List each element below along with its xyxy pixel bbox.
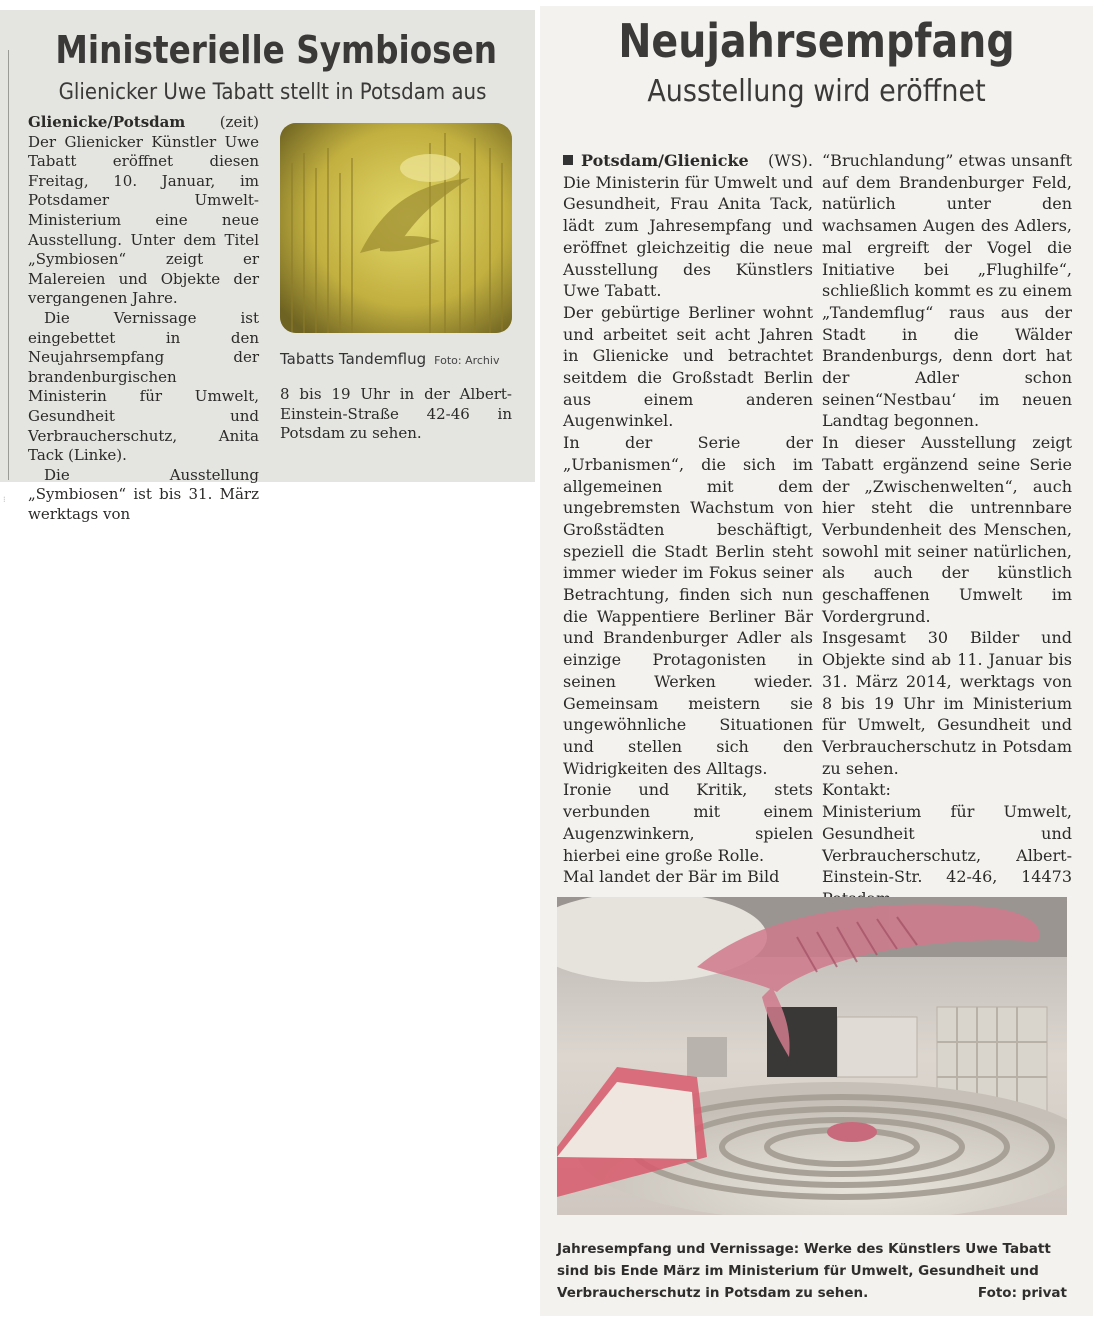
left-paragraph-1 <box>28 113 259 309</box>
right-photo-caption <box>557 1238 1067 1304</box>
right-col2-paragraph: Kontakt: <box>822 780 891 800</box>
right-col1-paragraph <box>563 150 813 302</box>
left-article-column-1 <box>28 113 259 524</box>
scan-speck: ⁝ <box>3 495 6 504</box>
right-subheadline: Ausstellung wird eröffnet <box>647 74 986 109</box>
right-caption-text: Jahresempfang und Vernissage: Werke des Künstlers Uwe Tabatt sind bis Ende März im Ministerium für Umwelt, Gesundheit und Verbraucherschutz in Potsdam zu sehen. <box>557 1241 1051 1301</box>
left-paragraph-3: Die Ausstellung „Symbiosen“ ist bis 31. März werktags von <box>28 465 259 523</box>
left-subheadline: Glienicker Uwe Tabatt stellt in Potsdam aus <box>58 80 487 105</box>
right-caption-credit: Foto: privat <box>977 1285 1067 1301</box>
right-col2-paragraph: Insgesamt 30 Bilder und Objekte sind ab 11. Januar bis 31. März 2014, werktags von 8 bis 19 Uhr im Ministerium für Umwelt, Gesundheit und Verbraucherschutz in Potsdam zu sehen. <box>822 628 1072 778</box>
left-paragraph-2: Die Vernissage ist eingebettet in den Neujahrsempfang der brandenburgischen Ministerin für Umwelt, Gesundheit und Verbraucherschutz, Anita Tack (Linke). <box>28 308 259 465</box>
left-dateline: Glienicke/Potsdam <box>28 113 186 131</box>
right-col2-paragraph: Ministerium für Umwelt, Gesundheit und Verbraucherschutz, Albert-Einstein-Str. 42-46, 14473 <box>822 802 1072 887</box>
right-col1-paragraph: Ironie und Kritik, stets verbunden mit einem Augenzwinkern, spielen hierbei eine große Rolle. <box>563 780 813 865</box>
right-col2-paragraph: “Bruchlandung” etwas unsanft auf dem Brandenburger Feld, natürlich unter den wachsamen Augen des Adlers, mal ergreift der Vogel die Initiative bei „Flughilfe“, schließlich kommt es zu einem „Tandemflug“ raus aus der Stadt in die Wälder Brandenburgs, denn dort hat der Adler schon seinen“Nestbau‘ im neuen Landtag begonnen. <box>822 151 1072 431</box>
left-paragraph-1-text: (zeit) Der Glienicker Künstler Uwe Tabatt eröffnet diesen Freitag, 10. Januar, im Potsdamer Umwelt-Ministerium eine neue Ausstellung. Unter dem Titel „Symbiosen“ zeigt er Malereien und Objekte der vergangenen Jahre. <box>28 113 259 308</box>
right-col1-paragraph: Mal landet der Bär im Bild <box>563 867 780 887</box>
right-dateline: Potsdam/Glienicke <box>581 151 749 170</box>
left-caption-credit: Foto: Archiv <box>434 354 500 367</box>
left-caption-text: Tabatts Tandemflug <box>280 350 427 368</box>
right-col1-paragraph: Der gebürtige Berliner wohnt und arbeitet seit acht Jahren in Glienicke und betrachtet seitdem die Großstadt Berlin aus einem anderen Augenwinkel. <box>563 302 813 431</box>
right-col1-text: (WS). Die Ministerin für Umwelt und Gesundheit, Frau Anita Tack, lädt zum Jahresempfang und eröffnet gleichzeitig die neue Ausstellung des Künstlers Uwe Tabatt. <box>563 151 813 301</box>
left-photo-caption <box>280 350 520 368</box>
bullet-square-icon <box>563 155 573 165</box>
tandemflug-photo <box>280 123 512 333</box>
right-headline: Neujahrsempfang <box>618 14 1015 68</box>
right-col1-paragraph: In der Serie der „Urbanismen“, die sich im allgemeinen mit dem ungebremsten Wachstum von Großstädten beschäftigt, speziell die Stadt Berlin steht immer wieder im Fokus seiner Betrachtung, finden sich nun die Wappentiere Berliner Bär und Brandenburger Adler als einzige Protagonisten in seinen Werken wieder. Gemeinsam meistern sie ungewöhnliche Situationen und stellen sich den Widrigkeiten des Alltags. <box>563 433 813 778</box>
right-article-column-2 <box>822 150 1072 910</box>
right-col2-paragraph: In dieser Ausstellung zeigt Tabatt ergänzend seine Serie der „Zwischenwelten“, auch hier steht die untrennbare Verbundenheit des Menschen, sowohl mit seiner natürlichen, als auch der künstlich geschaffenen Umwelt im Vordergrund. <box>822 433 1072 626</box>
clipping-edge <box>8 50 9 480</box>
left-headline: Ministerielle Symbiosen <box>55 28 498 72</box>
tandemflug-artwork <box>280 123 512 333</box>
left-article-column-2: 8 bis 19 Uhr in der Albert-Einstein-Straße 42-46 in Potsdam zu sehen. <box>280 385 512 443</box>
landtag-artwork-photo <box>557 897 1067 1215</box>
landtag-artwork <box>557 897 1067 1215</box>
right-article-column-1 <box>563 150 813 888</box>
